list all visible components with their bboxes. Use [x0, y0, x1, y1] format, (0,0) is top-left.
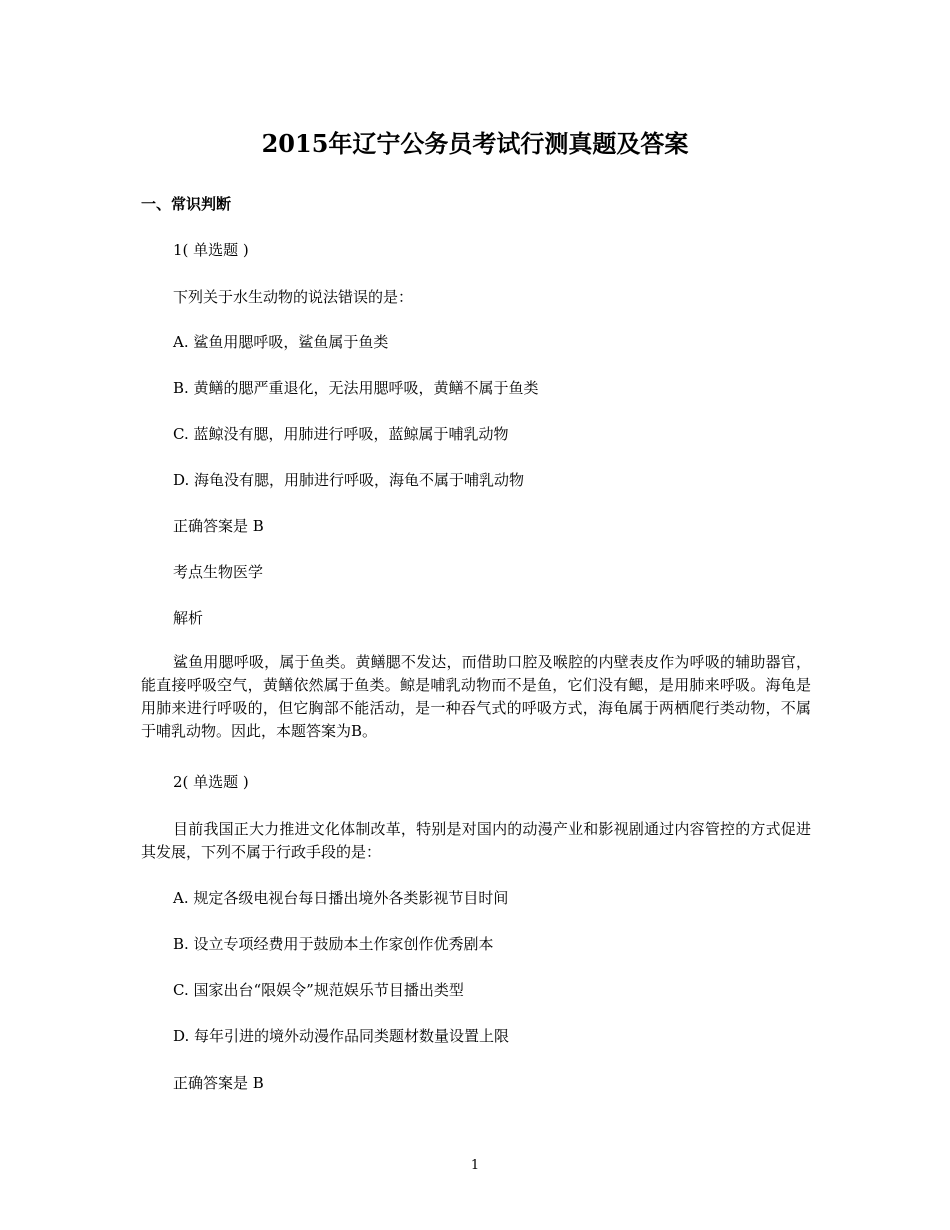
question-2-number: 2( 单选题 ): [173, 773, 249, 791]
question-1-option-b: B. 黄鳝的腮严重退化，无法用腮呼吸，黄鳝不属于鱼类: [173, 379, 539, 397]
document-title: 2015年辽宁公务员考试行测真题及答案: [261, 129, 689, 158]
section-heading: 一、常识判断: [141, 195, 232, 213]
question-1-option-c: C. 蓝鲸没有腮，用肺进行呼吸，蓝鲸属于哺乳动物: [173, 425, 509, 443]
question-1-analysis-text: 鲨鱼用腮呼吸，属于鱼类。黄鳝腮不发达，而借助口腔及喉腔的内壁表皮作为呼吸的辅助器官，能直接呼吸空气，黄鳝依然属于鱼类。鲸是哺乳动物而不是鱼，它们没有鳃，是用肺来呼吸。海龟是用肺来进行呼吸的，但它胸部不能活动，是一种吞气式的呼吸方式，海龟属于两栖爬行类动物，不属于哺乳动物。因此，本题答案为B。: [141, 653, 811, 740]
question-1-number: 1( 单选题 ): [173, 241, 249, 259]
question-1-option-d: D. 海龟没有腮，用肺进行呼吸，海龟不属于哺乳动物: [173, 471, 525, 489]
question-2-option-b: B. 设立专项经费用于鼓励本土作家创作优秀剧本: [173, 935, 494, 953]
question-2-answer: 正确答案是 B: [173, 1074, 264, 1092]
question-2-stem: 目前我国正大力推进文化体制改革，特别是对国内的动漫产业和影视剧通过内容管控的方式促进其发展，下列不属于行政手段的是：: [141, 820, 811, 861]
question-2-option-a: A. 规定各级电视台每日播出境外各类影视节目时间: [173, 889, 509, 907]
question-1-stem: 下列关于水生动物的说法错误的是：: [173, 288, 414, 306]
question-1-option-a: A. 鲨鱼用腮呼吸，鲨鱼属于鱼类: [173, 333, 389, 351]
question-1-topic: 考点生物医学: [173, 563, 264, 581]
question-2-option-c: C. 国家出台“限娱令”规范娱乐节目播出类型: [173, 981, 464, 999]
question-1-answer: 正确答案是 B: [173, 517, 264, 535]
page-number: 1: [470, 1158, 480, 1173]
question-1-analysis-label: 解析: [173, 609, 204, 627]
question-2-option-d: D. 每年引进的境外动漫作品同类题材数量设置上限: [173, 1027, 510, 1045]
